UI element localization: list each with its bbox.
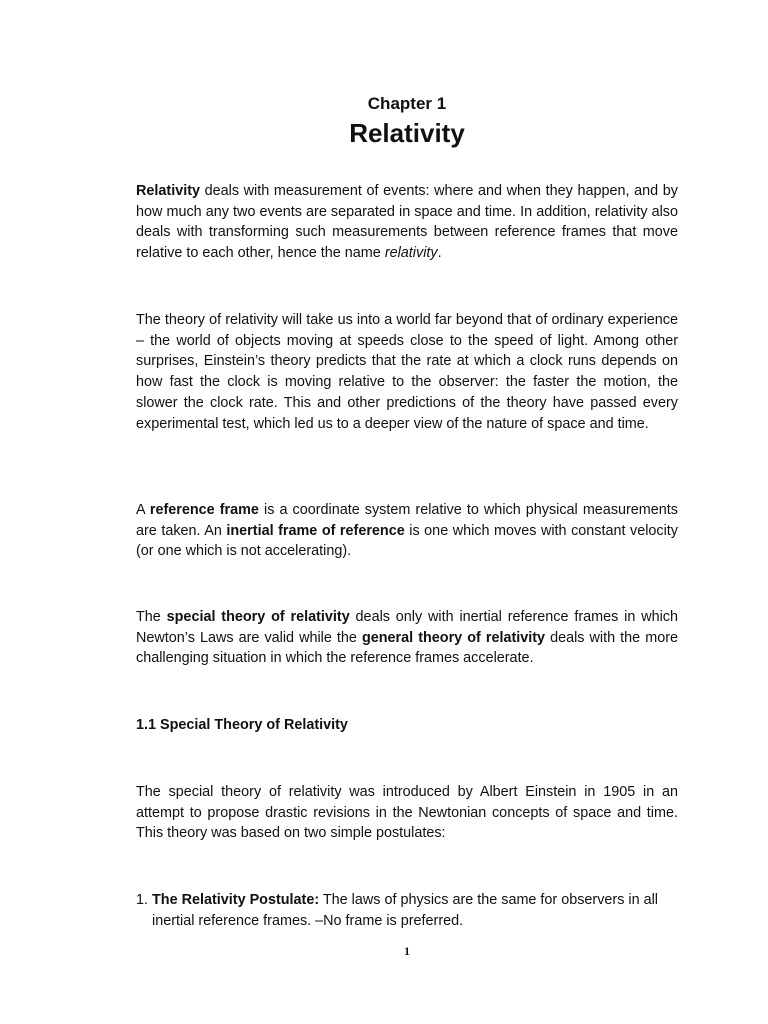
- term-inertial-frame: inertial frame of reference: [226, 522, 405, 539]
- postulate-number: 1.: [136, 892, 152, 908]
- paragraph-reference-frame: [136, 500, 678, 562]
- paragraph-special-general: [136, 607, 678, 669]
- term-relativity: Relativity: [136, 183, 200, 199]
- page-number: 1: [404, 944, 410, 958]
- section-heading: 1.1 Special Theory of Relativity: [136, 717, 348, 733]
- paragraph-end: .: [437, 245, 442, 262]
- paragraph-text: is one which moves with constant velocity (or one which is not accelerating).: [136, 522, 678, 560]
- chapter-label: Chapter 1: [367, 94, 447, 113]
- paragraph-text: is a coordinate system relative to which physical measurements are taken. An: [136, 502, 678, 539]
- paragraph-relativity-definition: [136, 181, 678, 264]
- paragraph-einstein-intro: The special theory of relativity was introduced by Albert Einstein in 1905 in an attempt to propose drastic revisions in the Newtonian concepts of space and time. This theory was based on two simple postulates:: [136, 784, 678, 842]
- postulate-text: The laws of physics are the same for observers in all inertial reference frames. –No frame is preferred.: [152, 892, 659, 929]
- paragraph-text: deals with the more challenging situation in which the reference frames accelerate.: [136, 629, 678, 667]
- postulate-title: The Relativity Postulate:: [152, 892, 320, 908]
- term-reference-frame: reference frame: [149, 502, 259, 518]
- paragraph-text: A: [136, 502, 150, 518]
- postulate-item: [136, 890, 678, 931]
- paragraph-text: The: [136, 609, 167, 625]
- term-special-theory: special theory of relativity: [166, 609, 350, 625]
- chapter-title: Relativity: [349, 118, 465, 148]
- paragraph-text: deals only with inertial reference frames in which Newton’s Laws are valid while the: [136, 609, 678, 646]
- paragraph-text: deals with measurement of events: where and when they happen, and by how much any two events are separated in space and time. In addition, relativity also deals with transforming such measurements between reference frames that move relative to each other, hence the name: [136, 183, 678, 262]
- term-general-theory: general theory of relativity: [361, 629, 546, 646]
- term-relativity-italic: relativity: [384, 245, 438, 262]
- paragraph-theory-overview: The theory of relativity will take us into a world far beyond that of ordinary experience – the world of objects moving at speeds close to the speed of light. Among other surprises, Einstein’s theory predicts that the rate at which a clock runs depends on how fast the clock is moving relative to the observer: the faster the motion, the slower the clock rate. This and other predictions of the theory have passed every experimental test, which led us to a deeper view of the nature of space and time.: [136, 312, 678, 432]
